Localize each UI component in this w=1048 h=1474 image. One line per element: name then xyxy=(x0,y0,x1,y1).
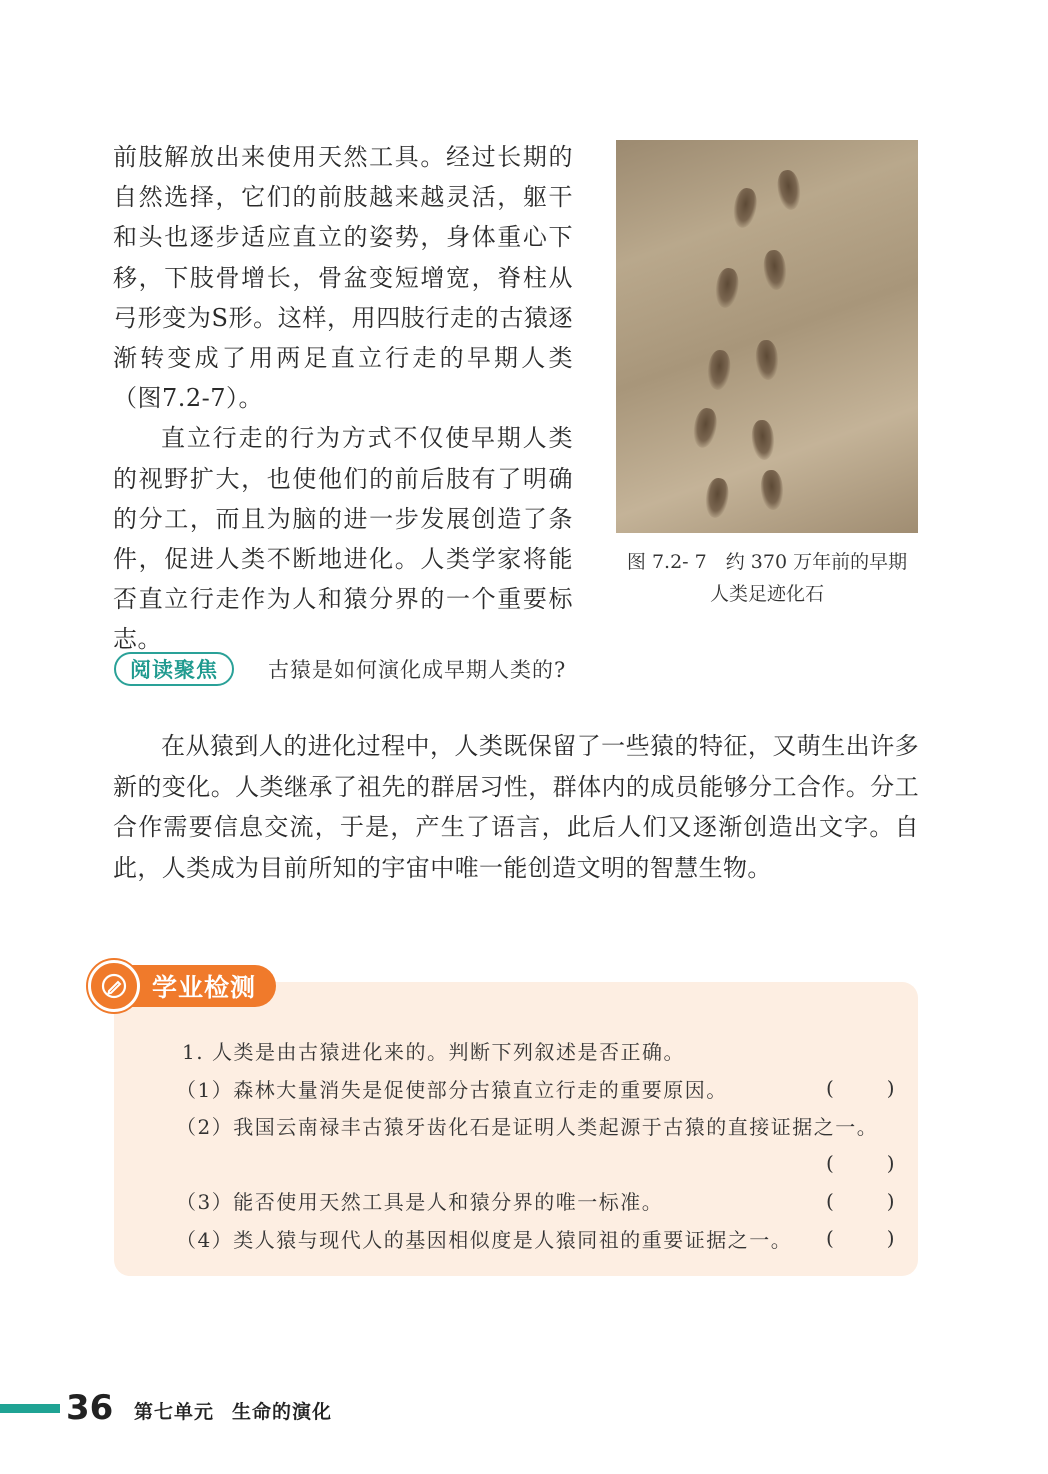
question-item-text: （4）类人猿与现代人的基因相似度是人猿同祖的重要证据之一。 xyxy=(176,1227,793,1252)
question-item-4 xyxy=(176,1220,896,1258)
reading-focus xyxy=(114,652,566,686)
answer-blank[interactable]: ( ) xyxy=(826,1151,896,1176)
question-item-3 xyxy=(176,1182,896,1220)
question-item-text: （1）森林大量消失是促使部分古猿直立行走的重要原因。 xyxy=(176,1077,728,1102)
question-item-2 xyxy=(176,1107,896,1145)
pencil-icon xyxy=(88,960,140,1012)
question-item-text: （3）能否使用天然工具是人和猿分界的唯一标准。 xyxy=(176,1190,664,1215)
paragraph-1: 前肢解放出来使用天然工具。经过长期的自然选择，它们的前肢越来越灵活，躯干和头也逐步适应直立的姿势，身体重心下移，下肢骨增长，骨盆变短增宽，脊柱从弓形变为S形。这样，用四肢行走的古猿逐渐转变成了用两足直立行走的早期人类（图7.2-7）。 xyxy=(113,143,573,413)
paragraph-3: 在从猿到人的进化过程中，人类既保留了一些猿的特征，又萌生出许多新的变化。人类继承了祖先的群居习性，群体内的成员能够分工合作。分工合作需要信息交流，于是，产生了语言，此后人们又逐渐创造出文字。自此，人类成为目前所知的宇宙中唯一能创造文明的智慧生物。 xyxy=(113,732,919,882)
question-item-1 xyxy=(176,1070,896,1108)
reading-focus-badge: 阅读聚焦 xyxy=(114,652,234,686)
answer-blank[interactable]: ( ) xyxy=(826,1226,896,1251)
answer-blank[interactable]: ( ) xyxy=(826,1188,896,1213)
footer-accent-bar xyxy=(0,1404,60,1413)
answer-blank[interactable]: ( ) xyxy=(826,1076,896,1101)
reading-focus-question: 古猿是如何演化成早期人类的? xyxy=(268,658,567,682)
caption-line-2: 人类足迹化石 xyxy=(709,583,824,605)
question-item-2-blank-row xyxy=(176,1145,896,1183)
question-list xyxy=(176,1032,896,1257)
footer-unit-title xyxy=(134,1397,332,1424)
footer-chapter: 生命的演化 xyxy=(232,1401,333,1423)
figure-caption xyxy=(616,546,918,610)
footprint-fossil-photo xyxy=(616,140,918,533)
academic-check-title: 学业检测 xyxy=(128,965,276,1007)
paragraph-2: 直立行走的行为方式不仅使早期人类的视野扩大，也使他们的前后肢有了明确的分工，而且为脑的进一步发展创造了条件，促进人类不断地进化。人类学家将能否直立行走作为人和猿分界的一个重要标志。 xyxy=(113,424,573,654)
top-text-block xyxy=(113,137,573,660)
question-1-stem: 1. 人类是由古猿进化来的。判断下列叙述是否正确。 xyxy=(182,1040,685,1065)
academic-check-header xyxy=(88,963,276,1009)
page-number: 36 xyxy=(66,1388,114,1428)
footer-unit: 第七单元 xyxy=(134,1401,215,1423)
question-item-text: （2）我国云南禄丰古猿牙齿化石是证明人类起源于古猿的直接证据之一。 xyxy=(176,1115,879,1140)
caption-line-1: 图 7.2- 7 约 370 万年前的早期 xyxy=(626,551,908,573)
